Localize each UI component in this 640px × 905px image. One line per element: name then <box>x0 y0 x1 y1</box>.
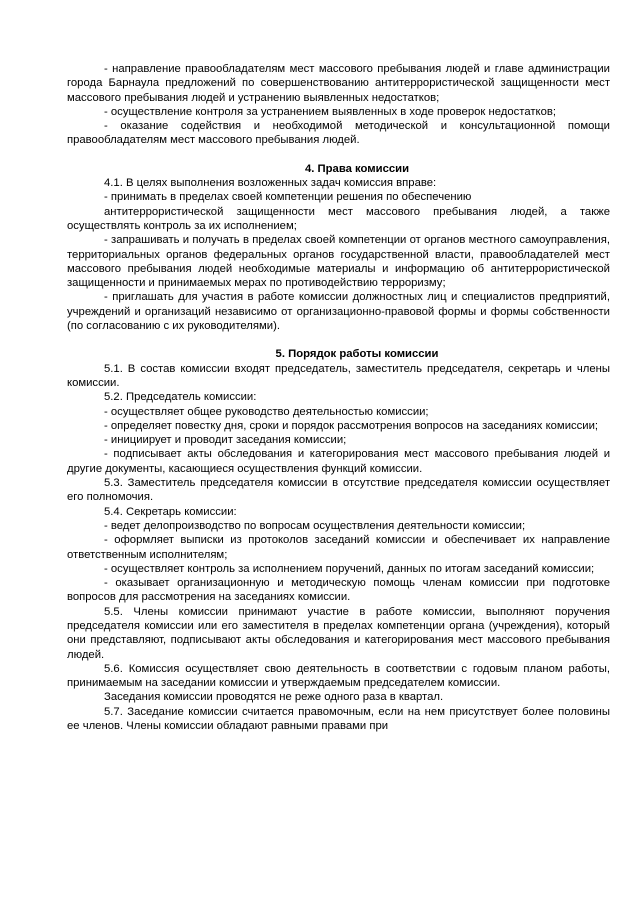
paragraph: 5.7. Заседание комиссии считается правомочным, если на нем присутствует более половины ее членов. Члены комиссии обладают равными правами при <box>67 705 610 733</box>
paragraph: 5.1. В состав комиссии входят председатель, заместитель председателя, секретарь и члены комиссии. <box>67 362 610 389</box>
paragraph: 4.1. В целях выполнения возложенных задач комиссия вправе: <box>104 177 437 190</box>
paragraph: - оказывает организационную и методическую помощь членам комиссии при подготовке вопросов для рассмотрения на заседаниях комиссии. <box>67 577 610 604</box>
paragraph: 5.6. Комиссия осуществляет свою деятельность в соответствии с годовым планом работы, принимаемым на заседании комиссии и утверждаемым председателем комиссии. <box>67 662 610 690</box>
paragraph: - оформляет выписки из протоколов заседаний комиссии и обеспечивает их направление ответственным исполнителям; <box>67 534 610 561</box>
paragraph: - оказание содействия и необходимой методической и консультационной помощи правообладателям мест массового пребывания людей. <box>67 120 610 147</box>
paragraph: - приглашать для участия в работе комиссии должностных лиц и специалистов предприятий, учреждений и организаций независимо от организационно-правовой формы и формы собственности (по согласованию с их руководителями). <box>67 291 610 333</box>
paragraph: - определяет повестку дня, сроки и порядок рассмотрения вопросов на заседаниях комиссии; <box>104 419 599 432</box>
paragraph: 5.3. Заместитель председателя комиссии в отсутствие председателя комиссии осуществляет его полномочия. <box>67 477 610 504</box>
paragraph: антитеррористической защищенности мест массового пребывания людей, а также осуществлять контроль за их исполнением; <box>67 205 610 232</box>
paragraph: 5.5. Члены комиссии принимают участие в работе комиссии, выполняют поручения председателя комиссии или его заместителя в пределах компетенции органа (учреждения), который они представляют, подписывают акты обследования и категорирования мест массового пребывания людей. <box>67 605 610 661</box>
paragraph: - осуществляет общее руководство деятельностью комиссии; <box>104 405 429 418</box>
section-heading: 5. Порядок работы комиссии <box>275 348 439 361</box>
document-page <box>67 62 610 733</box>
paragraph: Заседания комиссии проводятся не реже одного раза в квартал. <box>104 691 444 704</box>
paragraph: 5.4. Секретарь комиссии: <box>104 505 237 518</box>
paragraph: - подписывает акты обследования и категорирования мест массового пребывания людей и другие документы, касающиеся осуществления функций комиссии. <box>67 448 610 475</box>
paragraph: - направление правообладателям мест массового пребывания людей и главе администрации города Барнаула предложений по совершенствованию антитеррористической защищенности мест массового пребывания людей и устранению выявленных недостатков; <box>67 63 610 104</box>
paragraph: - ведет делопроизводство по вопросам осуществления деятельности комиссии; <box>104 519 526 532</box>
paragraph: - осуществление контроля за устранением выявленных в ходе проверок недостатков; <box>104 105 557 118</box>
spacer <box>67 148 610 162</box>
paragraph: - осуществляет контроль за исполнением поручений, данных по итогам заседаний комиссии; <box>104 562 595 575</box>
paragraph: - запрашивать и получать в пределах своей компетенции от органов местного самоуправления, территориальных органов федеральных органов государственной власти, правообладателей мест массового пребывания людей необходимые материалы и информацию об антитеррористической защищенности и принимаемых мерах по противодействию терроризму; <box>67 234 610 290</box>
paragraph: - инициирует и проводит заседания комиссии; <box>104 434 347 447</box>
spacer <box>67 333 610 347</box>
paragraph: - принимать в пределах своей компетенции решения по обеспечению <box>104 191 472 204</box>
section-heading: 4. Права комиссии <box>304 162 410 175</box>
paragraph: 5.2. Председатель комиссии: <box>104 391 257 404</box>
